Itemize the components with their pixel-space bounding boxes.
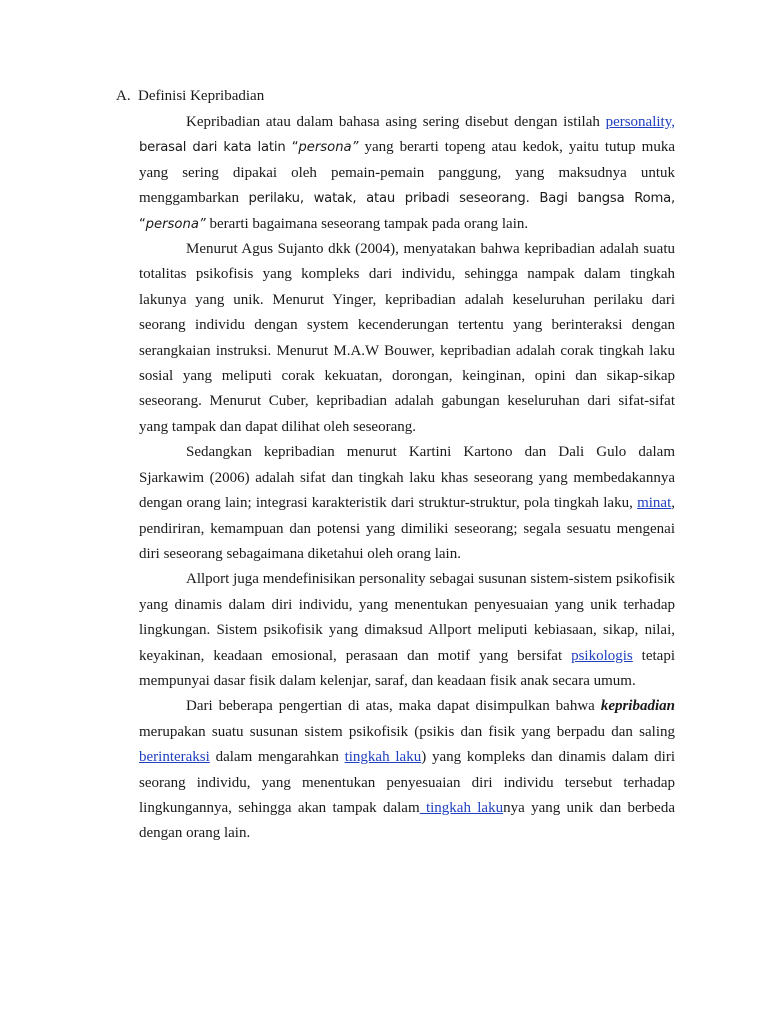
section-title: Definisi Kepribadian <box>138 88 265 104</box>
p1-text-b: berasal dari kata latin “ <box>139 140 299 156</box>
p4-text-a: Allport juga mendefinisikan personality sebagai susunan sistem-sistem psikofisik yang dinamis dalam diri individu, yang menentukan penyesuaian yang unik terhadap lingkungan. Sistem psikofisik yang dimaksud Allport meliputi kebiasaan, sikap, nilai, keyakinan, keadaan emosional, perasaan dan motif yang bersifat <box>139 571 675 664</box>
paragraph-4 <box>139 567 675 694</box>
paragraph-1 <box>139 110 675 237</box>
p1-text-c: yang berarti topeng atau kedok, yaitu tutup muka yang sering dipakai oleh pemain-pemain panggung, yang maksudnya untuk menggambarkan <box>139 139 675 207</box>
section-body <box>139 110 675 847</box>
link-tingkah-laku-2[interactable]: tingkah laku <box>419 799 504 816</box>
p4-text-b: tetapi mempunyai dasar fisik dalam kelenjar, saraf, dan keadaan fisik anak secara umum. <box>139 647 675 689</box>
p5-kepribadian-bold: kepribadian <box>600 698 675 715</box>
p5-text-e: nya yang unik dan berbeda dengan orang lain. <box>139 799 675 842</box>
p3-text-b: , pendiriran, kemampuan dan potensi yang dimiliki seseorang; segala sesuatu mengenai diri seseorang sebagaimana diketahui oleh orang lain. <box>139 495 675 562</box>
p1-text-a: Kepribadian atau dalam bahasa asing sering disebut dengan istilah <box>186 114 606 130</box>
paragraph-3 <box>139 440 675 567</box>
link-minat[interactable]: minat <box>637 495 672 512</box>
p1-text-d: perilaku, watak, atau pribadi seseorang. Bagi bangsa Roma, “ <box>139 191 676 232</box>
paragraph-2: Menurut Agus Sujanto dkk (2004), menyatakan bahwa kepribadian adalah suatu totalitas psikofisis yang kompleks dari individu, sehingga nampak dalam tingkah lakunya yang unik. Menurut Yinger, kepribadian adalah keseluruhan perilaku dari seorang individu dengan system kecenderungan tertentu yang berinteraksi dengan serangkaian instruksi. Menurut M.A.W Bouwer, kepribadian adalah corak tingkah laku sosial yang meliputi corak kekuatan, dorongan, keinginan, opini dan sikap-sikap seseorang. Menurut Cuber, kepribadian adalah gabungan keseluruhan dari sifat-sifat yang tampak dan dapat dilihat oleh seseorang. <box>139 241 675 435</box>
section-number: A. <box>116 88 131 104</box>
link-tingkah-laku[interactable]: tingkah laku <box>344 749 422 766</box>
section-heading <box>116 86 264 106</box>
p1-persona-italic-1: persona” <box>298 140 359 156</box>
p5-text-c: dalam mengarahkan <box>209 749 345 766</box>
p3-text-a: Sedangkan kepribadian menurut Kartini Kartono dan Dali Gulo dalam Sjarkawim (2006) adalah sifat dan tingkah laku khas seseorang yang membedakannya dengan orang lain; integrasi karakteristik dari struktur-struktur, pola tingkah laku, <box>139 444 675 512</box>
p5-text-a: Dari beberapa pengertian di atas, maka dapat disimpulkan bahwa <box>186 698 601 715</box>
p1-persona-italic-2: persona” <box>145 216 206 232</box>
link-berinteraksi[interactable]: berinteraksi <box>139 749 210 766</box>
paragraph-5 <box>139 694 675 846</box>
p5-text-b: merupakan suatu susunan sistem psikofisik (psikis dan fisik yang berpadu dan saling <box>139 723 675 740</box>
p5-text-d: ) yang kompleks dan dinamis dalam diri seorang individu, yang menentukan penyesuaian diri individu tersebut terhadap lingkungannya, sehingga akan tampak dalam <box>139 749 675 816</box>
link-personality[interactable]: personality, <box>605 114 675 130</box>
p1-text-e: berarti bagaimana seseorang tampak pada orang lain. <box>205 215 529 232</box>
link-psikologis[interactable]: psikologis <box>571 647 633 664</box>
